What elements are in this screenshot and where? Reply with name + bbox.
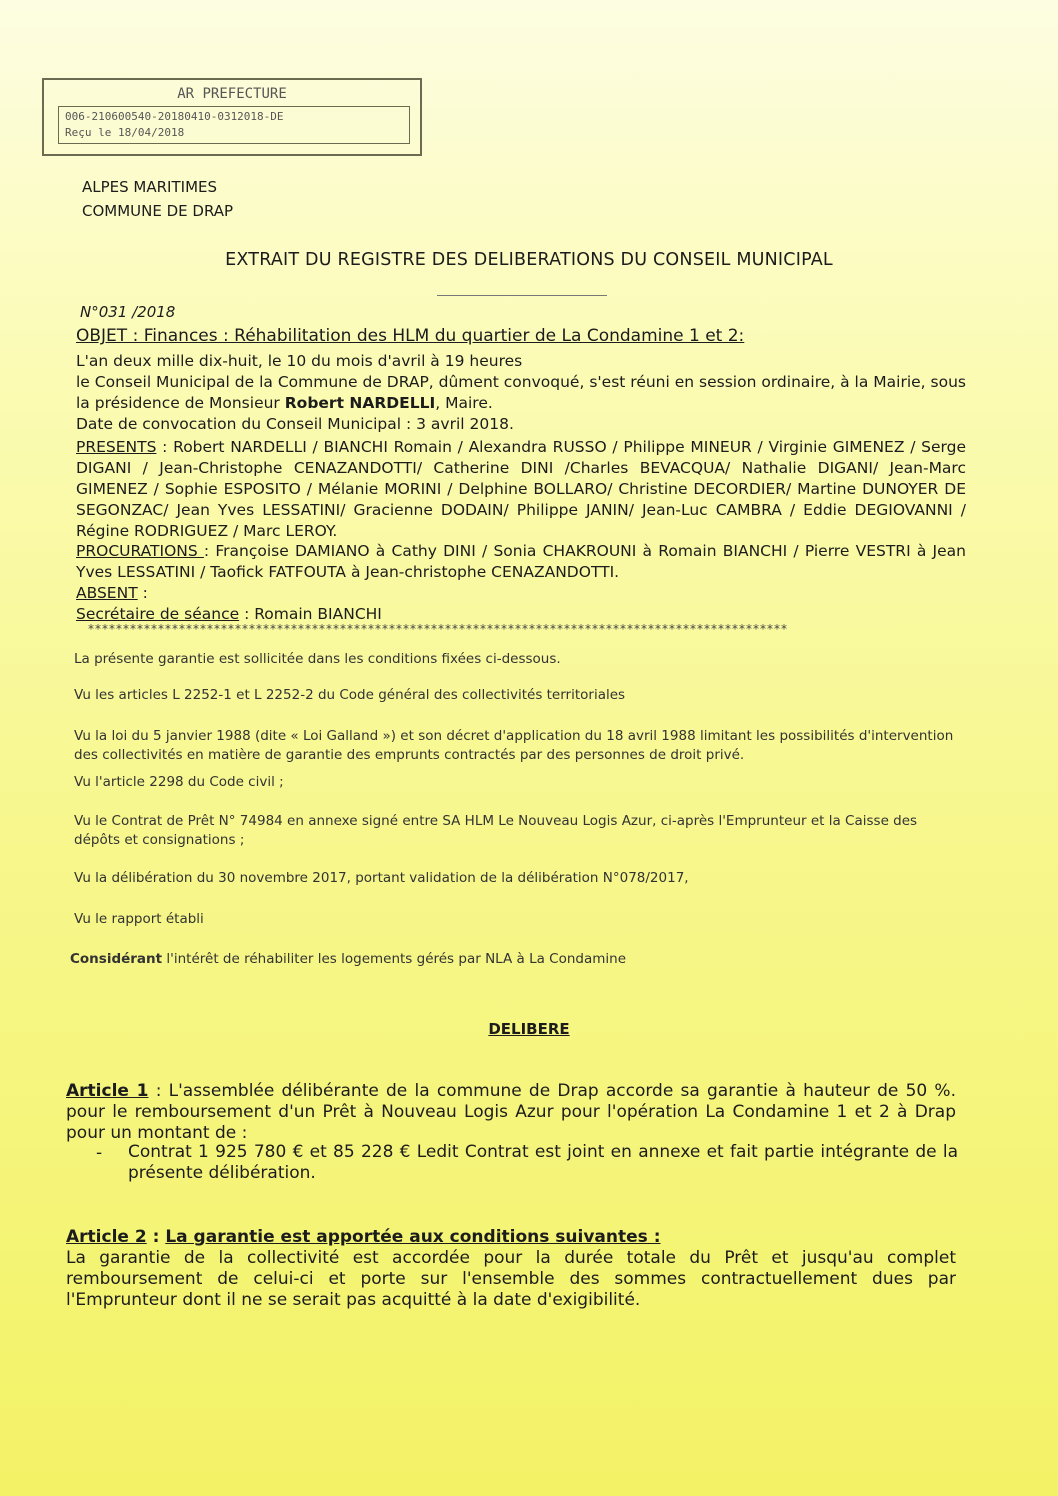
considerant-item: La présente garantie est sollicitée dans les conditions fixées ci-dessous. [74,651,561,667]
deliberation-object: OBJET : Finances : Réhabilitation des HLM du quartier de La Condamine 1 et 2: [76,326,745,346]
article-1-label: Article 1 [66,1081,149,1101]
considerant-item: Vu la délibération du 30 novembre 2017, portant validation de la délibération N°078/2017, [74,870,689,886]
considerant-label: Considérant [70,951,163,967]
article-1-text: : L'assemblée délibérante de la commune de Drap accorde sa garantie à hauteur de 50 %. pour le remboursement d'un Prêt à Nouveau Logis Azur pour l'opération La Condamine 1 et 2 à Drap pour un montant de : [66,1081,956,1143]
article-2-heading: La garantie est apportée aux conditions suivantes : [165,1227,661,1247]
stamp-received-date: Reçu le 18/04/2018 [65,126,185,139]
department-name: ALPES MARITIMES [82,178,218,196]
considerant-item: Vu le rapport établi [74,911,204,927]
commune-name: COMMUNE DE DRAP [82,202,234,220]
absent-value: : [137,584,148,602]
considerant-line [70,950,960,969]
considerant-item: Vu l'article 2298 du Code civil ; [74,774,284,790]
mayor-name: Robert NARDELLI [284,394,436,412]
stamp-reference-box [58,106,410,144]
bullet-dash: - [96,1143,103,1163]
document-title: EXTRAIT DU REGISTRE DES DELIBERATIONS DU CONSEIL MUNICIPAL [225,250,833,270]
absent-line [76,583,966,604]
deliberation-number: N°031 /2018 [80,303,176,321]
stamp-reference: 006-210600540-20180410-0312018-DE [65,110,284,123]
considerant-item: Vu les articles L 2252-1 et L 2252-2 du Code général des collectivités territoriales [74,687,626,703]
article-2-label: Article 2 [66,1227,147,1247]
article-1-contract: Contrat 1 925 780 € et 85 228 € Ledit Contrat est joint en annexe et fait partie intégrante de la présente délibération. [128,1142,958,1183]
secretary-label: Secrétaire de séance [76,605,240,623]
article-2-text: La garantie de la collectivité est accordée pour la durée totale du Prêt et jusqu'au complet remboursement de celui-ci et porte sur l'ensemble des sommes contractuellement dues par l'Emprunteur dont il ne se serait pas acquitté à la date d'exigibilité. [66,1248,956,1310]
session-text: le Conseil Municipal de la Commune de DRAP, dûment convoqué, s'est réuni en session ordinaire, à la Mairie, sous la présidence de Monsieur [76,373,966,412]
title-divider [437,295,607,296]
considerant-item: Vu le Contrat de Prêt N° 74984 en annexe signé entre SA HLM Le Nouveau Logis Azur, ci-après l'Emprunteur et la Caisse des dépôts et consignations ; [74,813,918,848]
article-2 [66,1227,956,1248]
procurations-paragraph [76,541,966,583]
article-1 [66,1081,956,1144]
session-info [76,351,966,435]
article-2-separator: : [146,1227,166,1247]
absent-label: ABSENT [76,584,138,602]
stamp-title: AR PREFECTURE [177,86,287,102]
procurations-list: : Françoise DAMIANO à Cathy DINI / Sonia CHAKROUNI à Romain BIANCHI / Pierre VESTRI à Jean Yves LESSATINI / Taofick FATFOUTA à Jean-christophe CENAZANDOTTI. [76,542,966,581]
delibere-heading: DELIBERE [488,1020,570,1038]
prefecture-stamp [42,78,422,156]
separator-stars: **************************************************************************************************** [88,622,788,636]
convocation-date: Date de convocation du Conseil Municipal : 3 avril 2018. [76,415,514,433]
presents-list: : Robert NARDELLI / BIANCHI Romain / Alexandra RUSSO / Philippe MINEUR / Virginie GIMENEZ / Serge DIGANI / Jean-Christophe CENAZANDOTTI/ Catherine DINI /Charles BEVACQUA/ Nathalie DIGANI/ Jean-Marc GIMENEZ / Sophie ESPOSITO / Mélanie MORINI / Delphine BOLLARO/ Christine DECORDIER/ Martine DUNOYER DE SEGONZAC/ Jean Yves LESSATINI/ Gracienne DODAIN/ Philippe JANIN/ Jean-Luc CAMBRA / Eddie DEGIOVANNI / Régine RODRIGUEZ / Marc LEROY. [76,438,966,540]
presents-paragraph [76,437,966,542]
considerant-text: l'intérêt de réhabiliter les logements gérés par NLA à La Condamine [162,951,627,967]
session-text-end: , Maire. [435,394,493,412]
procurations-label: PROCURATIONS [76,542,204,560]
presents-label: PRESENTS [76,438,157,456]
session-date: L'an deux mille dix-huit, le 10 du mois d'avril à 19 heures [76,352,523,370]
considerant-item: Vu la loi du 5 janvier 1988 (dite « Loi Galland ») et son décret d'application du 18 avril 1988 limitant les possibilités d'intervention des collectivités en matière de garantie des emprunts contractés par des personnes de droit privé. [74,728,954,763]
secretary-value: : Romain BIANCHI [239,605,382,623]
session-convocation [76,372,966,414]
